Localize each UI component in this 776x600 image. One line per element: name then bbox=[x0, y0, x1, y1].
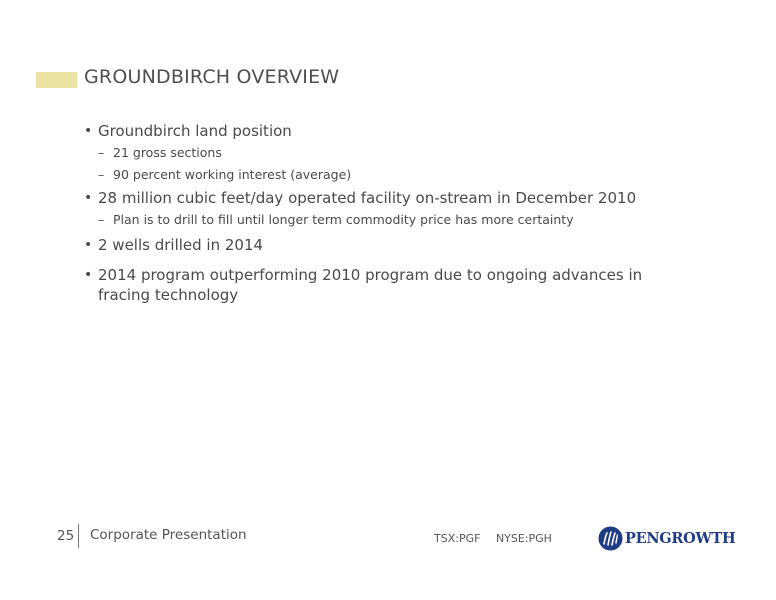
bullet-text: Groundbirch land position bbox=[98, 122, 292, 140]
sub-bullet-text: 90 percent working interest (average) bbox=[113, 167, 352, 182]
page-number: 25 bbox=[57, 528, 75, 544]
bullet-dot-icon: • bbox=[84, 237, 93, 253]
pengrowth-emblem-icon bbox=[598, 526, 623, 551]
bullet-dot-icon: • bbox=[84, 190, 93, 206]
bullet-item bbox=[84, 188, 684, 208]
bullet-list bbox=[84, 121, 684, 305]
bullet-text: 2 wells drilled in 2014 bbox=[98, 236, 264, 254]
stock-tickers bbox=[434, 532, 552, 545]
bullet-item bbox=[84, 121, 684, 141]
bullet-text: 2014 program outperforming 2010 program due to ongoing advances in fracing technology bbox=[98, 266, 643, 304]
footer-divider bbox=[78, 524, 79, 548]
sub-bullet-item bbox=[84, 145, 684, 161]
bullet-item bbox=[84, 235, 684, 255]
bullet-dot-icon: • bbox=[84, 267, 93, 283]
dash-icon: – bbox=[98, 145, 105, 160]
bullet-item bbox=[84, 265, 684, 305]
sub-bullet-item bbox=[84, 212, 684, 228]
bullet-text: 28 million cubic feet/day operated facility on-stream in December 2010 bbox=[98, 189, 637, 207]
dash-icon: – bbox=[98, 212, 105, 227]
bullet-dot-icon: • bbox=[84, 123, 93, 139]
ticker-tsx: TSX:PGF bbox=[434, 532, 481, 545]
title-accent-bar bbox=[36, 72, 77, 88]
logo-wordmark: PENGROWTH bbox=[625, 530, 736, 547]
sub-bullet-text: 21 gross sections bbox=[113, 145, 222, 160]
dash-icon: – bbox=[98, 167, 105, 182]
footer-presentation-label: Corporate Presentation bbox=[90, 527, 247, 543]
sub-bullet-text: Plan is to drill to fill until longer term commodity price has more certainty bbox=[113, 212, 574, 227]
sub-bullet-item bbox=[84, 167, 684, 183]
slide-title: GROUNDBIRCH OVERVIEW bbox=[84, 66, 340, 88]
ticker-nyse: NYSE:PGH bbox=[495, 532, 552, 545]
